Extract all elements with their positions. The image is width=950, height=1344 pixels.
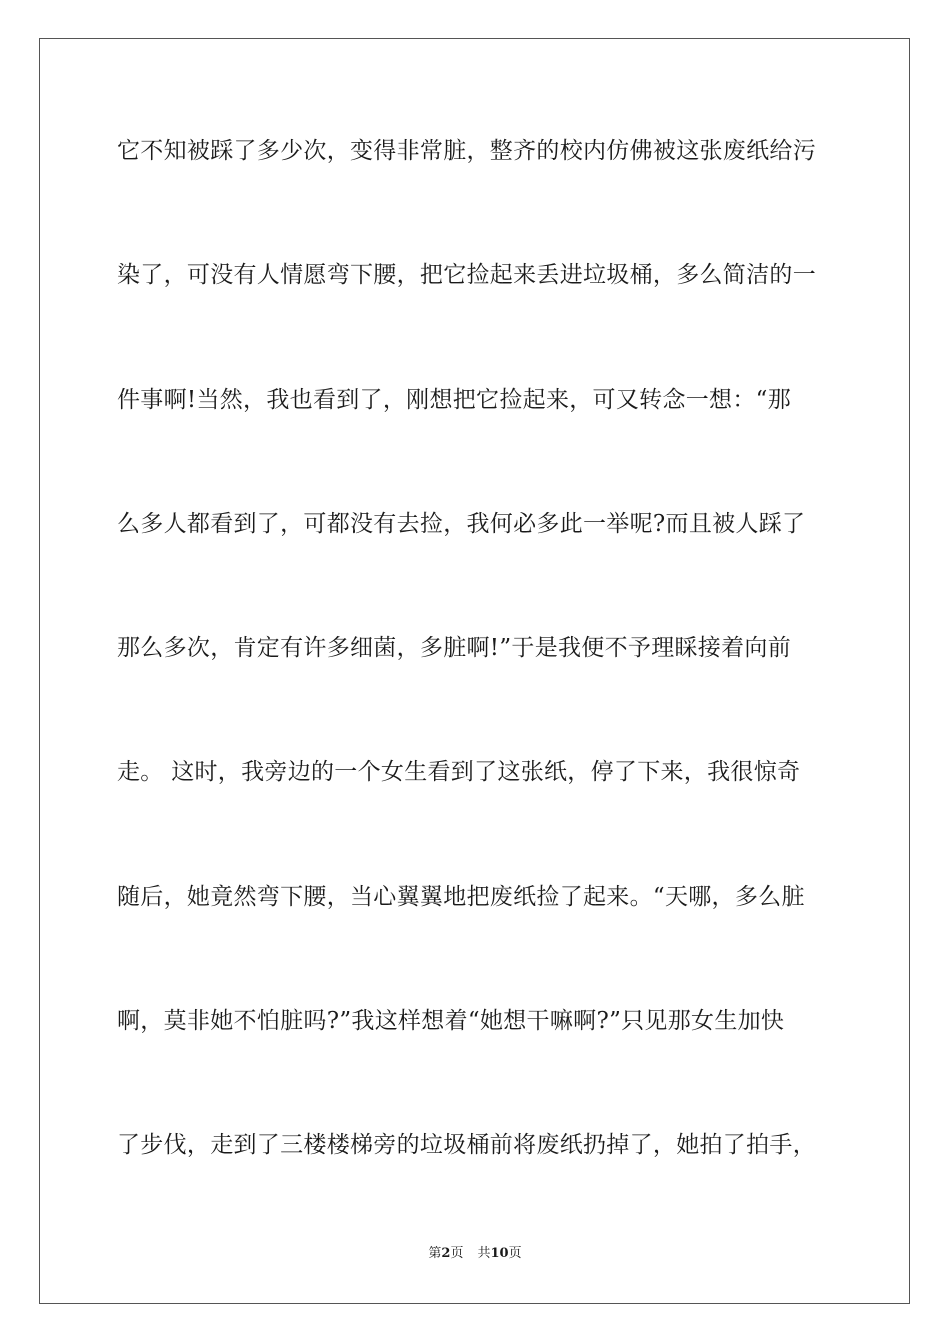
total-suffix: 页 [508,1246,522,1261]
page-number: 2 [441,1246,451,1261]
page-suffix: 页 [450,1246,464,1261]
text-line: 走。 这时，我旁边的一个女生看到了这张纸，停了下来，我很惊奇 [117,759,801,786]
text-line: 件事啊!当然，我也看到了，刚想把它捡起来，可又转念一想：“那 [117,386,792,413]
document-body [117,120,837,1239]
page-prefix: 第 [428,1246,442,1261]
total-pages: 10 [490,1246,509,1261]
total-prefix: 共 [477,1246,491,1261]
text-line: 它不知被踩了多少次，变得非常脏，整齐的校内仿佛被这张废纸给污 [117,138,816,164]
text-line: 么多人都看到了，可都没有去捡，我何必多此一举呢?而且被人踩了 [117,510,806,537]
text-line: 随后，她竟然弯下腰，当心翼翼地把废纸捡了起来。“天哪，多么脏 [117,883,805,910]
text-line: 染了，可没有人情愿弯下腰，把它捡起来丢进垃圾桶，多么简洁的一 [117,262,816,289]
text-line: 那么多次，肯定有许多细菌，多脏啊!”于是我便不予理睬接着向前 [117,635,792,662]
text-line: 了步伐，走到了三楼楼梯旁的垃圾桶前将废纸扔掉了，她拍了拍手， [117,1132,816,1159]
text-line: 啊，莫非她不怕脏吗?”我这样想着“她想干嘛啊?”只见那女生加快 [117,1008,785,1035]
page-footer [0,1244,950,1264]
